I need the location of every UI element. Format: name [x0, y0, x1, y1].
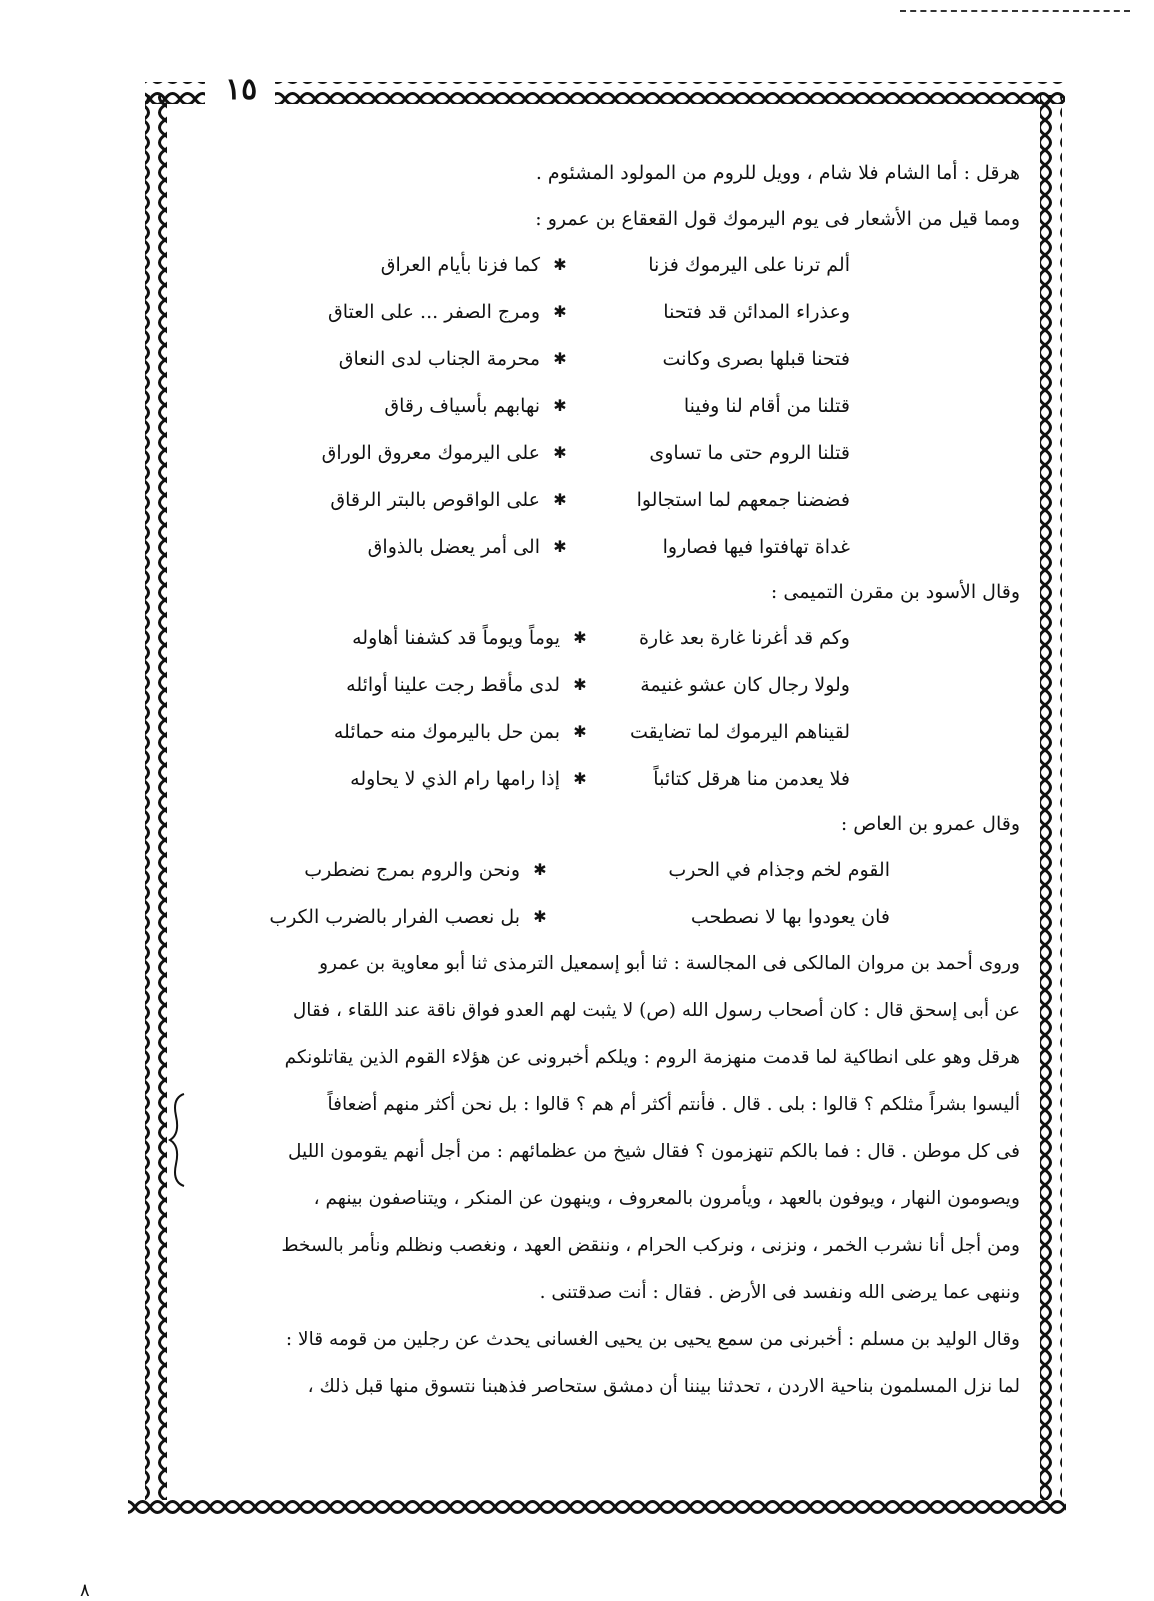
- prose-line: وقال الوليد بن مسلم : أخبرنى من سمع يحيى بن يحيى الغسانى يحدث عن رجلين من قومه قالا :: [285, 1329, 1020, 1350]
- verse-second-hemistich: إذا رامها رام الذي لا يحاوله: [350, 767, 560, 790]
- verse-second-hemistich: بل نعصب الفرار بالضرب الكرب: [269, 905, 520, 928]
- margin-bracket-mark: [168, 1092, 188, 1188]
- verse-separator-icon: ✱: [533, 860, 547, 879]
- prose-line: فى كل موطن . قال : فما بالكم تنهزمون ؟ فقال شيخ من عظمائهم : من أجل أنهم يقومون الليل: [288, 1141, 1020, 1162]
- poem-intro: وقال عمرو بن العاص :: [840, 813, 1020, 835]
- verse-first-hemistich: وكم قد أغرنا غارة بعد غارة: [638, 626, 850, 649]
- border-left: [145, 95, 167, 1500]
- prose-line: هرقل وهو على انطاكية لما قدمت منهزمة الروم : ويلكم أخبرونى عن هؤلاء القوم الذين يقاتلونكم: [284, 1047, 1020, 1068]
- poem-aswad: [175, 614, 1020, 802]
- verse-second-hemistich: الى أمر يعضل بالذواق: [367, 535, 540, 558]
- verse-line: [175, 846, 1020, 893]
- prose-line: وننهى عما يرضى الله ونفسد فى الأرض . فقال : أنت صدقتنى .: [539, 1282, 1020, 1303]
- verse-first-hemistich: فلا يعدمن منا هرقل كتائباً: [653, 767, 850, 790]
- verse-line: [175, 476, 1020, 523]
- verse-separator-icon: ✱: [553, 396, 567, 415]
- verse-line: [175, 614, 1020, 661]
- footer-mark: ٨: [80, 1580, 90, 1601]
- verse-second-hemistich: ومرج الصفر ... على العتاق: [328, 300, 540, 323]
- verse-separator-icon: ✱: [553, 349, 567, 368]
- prose-line: وروى أحمد بن مروان المالكى فى المجالسة : ثنا أبو إسمعيل الترمذى ثنا أبو معاوية بن عمرو: [319, 953, 1020, 974]
- verse-separator-icon: ✱: [553, 443, 567, 462]
- verse-second-hemistich: على اليرموك معروق الوراق: [321, 441, 540, 464]
- prose-line: عن أبى إسحق قال : كان أصحاب رسول الله (ص) لا يثبت لهم العدو فواق ناقة عند اللقاء ، فقال: [292, 1000, 1020, 1021]
- verse-second-hemistich: يوماً ويوماً قد كشفنا أهاوله: [352, 626, 560, 649]
- prose-paragraph: [175, 1316, 1020, 1410]
- verse-line: [175, 708, 1020, 755]
- verse-separator-icon: ✱: [573, 769, 587, 788]
- verse-separator-icon: ✱: [573, 722, 587, 741]
- verse-separator-icon: ✱: [553, 255, 567, 274]
- border-bottom: [128, 1492, 1066, 1514]
- verse-separator-icon: ✱: [553, 537, 567, 556]
- verse-first-hemistich: غداة تهافتوا فيها فصاروا: [662, 535, 850, 558]
- verse-second-hemistich: لدى مأقط رجت علينا أوائله: [346, 673, 560, 696]
- verse-separator-icon: ✱: [553, 490, 567, 509]
- verse-first-hemistich: القوم لخم وجذام في الحرب: [668, 858, 890, 881]
- verse-first-hemistich: ألم ترنا على اليرموك فزنا: [648, 253, 850, 276]
- verse-first-hemistich: لقيناهم اليرموك لما تضايقت: [629, 720, 850, 743]
- border-top-right: [275, 82, 1065, 104]
- verse-second-hemistich: ونحن والروم بمرج نضطرب: [304, 858, 520, 881]
- poem-intro: وقال الأسود بن مقرن التميمى :: [770, 581, 1020, 603]
- border-right: [1040, 95, 1062, 1500]
- verse-first-hemistich: فضضنا جمعهم لما استجالوا: [636, 488, 850, 511]
- verse-line: [175, 523, 1020, 570]
- prose-line: ويصومون النهار ، ويوفون بالعهد ، ويأمرون بالمعروف ، وينهون عن المنكر ، ويتناصفون بينهم ،: [313, 1188, 1020, 1209]
- prose-line: لما نزل المسلمون بناحية الاردن ، تحدثنا بيننا أن دمشق ستحاصر فذهبنا نتسوق منها قبل ذلك ،: [307, 1376, 1020, 1397]
- verse-separator-icon: ✱: [533, 907, 547, 926]
- verse-second-hemistich: بمن حل باليرموك منه حمائله: [333, 720, 560, 743]
- verse-separator-icon: ✱: [553, 302, 567, 321]
- verse-line: [175, 755, 1020, 802]
- prose-paragraph: [175, 940, 1020, 1316]
- verse-separator-icon: ✱: [573, 675, 587, 694]
- verse-first-hemistich: قتلنا من أقام لنا وفينا: [683, 394, 850, 417]
- verse-first-hemistich: فان يعودوا بها لا نصطحب: [690, 905, 890, 928]
- verse-second-hemistich: على الواقوص بالبتر الرقاق: [330, 488, 540, 511]
- verse-second-hemistich: نهابهم بأسياف رقاق: [384, 394, 540, 417]
- page-number: ١٥: [225, 72, 258, 107]
- prose-line: ومن أجل أنا نشرب الخمر ، ونزنى ، ونركب الحرام ، وننقض العهد ، ونغصب ونظلم ونأمر بالسخط: [281, 1235, 1020, 1256]
- verse-first-hemistich: وعذراء المدائن قد فتحنا: [663, 300, 850, 323]
- verse-separator-icon: ✱: [573, 628, 587, 647]
- verse-first-hemistich: ولولا رجال كان عشو غنيمة: [640, 673, 850, 696]
- verse-line: [175, 382, 1020, 429]
- prose-line: أليسوا بشراً مثلكم ؟ قالوا : بلى . قال . فأنتم أكثر أم هم ؟ قالوا : بل نحن أكثر منهم أضعافاً: [327, 1094, 1020, 1115]
- verse-line: [175, 429, 1020, 476]
- poem-qaqaa: [175, 241, 1020, 570]
- verse-second-hemistich: كما فزنا بأيام العراق: [380, 253, 540, 276]
- verse-line: [175, 241, 1020, 288]
- verse-second-hemistich: محرمة الجناب لدى النعاق: [338, 347, 540, 370]
- verse-line: [175, 661, 1020, 708]
- poem-intro: ومما قيل من الأشعار فى يوم اليرموك قول القعقاع بن عمرو :: [535, 208, 1020, 230]
- verse-first-hemistich: قتلنا الروم حتى ما تساوى: [649, 441, 850, 464]
- text-line: هرقل : أما الشام فلا شام ، وويل للروم من المولود المشئوم .: [535, 162, 1020, 184]
- verse-line: [175, 893, 1020, 940]
- verse-first-hemistich: فتحنا قبلها بصرى وكانت: [662, 347, 850, 370]
- poem-amr: [175, 846, 1020, 940]
- page-content: [175, 150, 1020, 1490]
- verse-line: [175, 335, 1020, 382]
- verse-line: [175, 288, 1020, 335]
